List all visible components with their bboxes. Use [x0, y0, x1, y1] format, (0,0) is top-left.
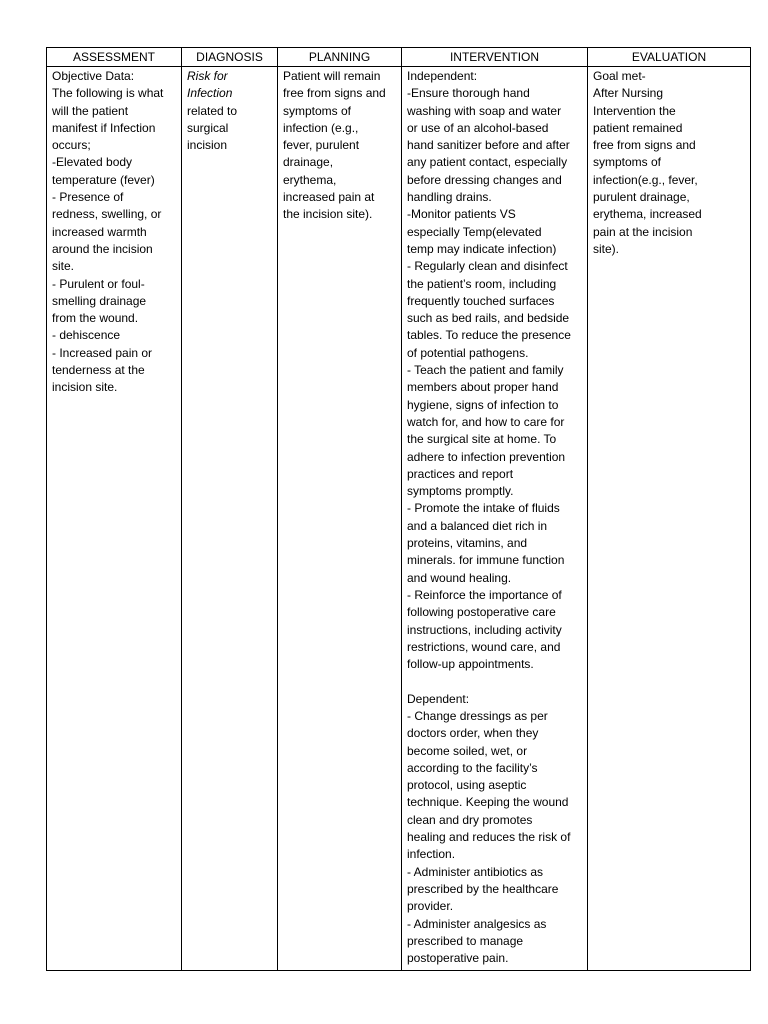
text-line: increased warmth	[52, 224, 147, 239]
text-line: or use of an alcohol-based	[407, 120, 549, 135]
text-line: Goal met-	[593, 69, 646, 83]
text-line: symptoms promptly.	[407, 484, 514, 499]
text-line: - Purulent or foul-	[52, 276, 145, 291]
header-row	[47, 48, 751, 67]
text-line: prescribed by the healthcare	[407, 881, 559, 896]
text-line: erythema,	[283, 172, 337, 187]
text-line: incision	[187, 138, 228, 153]
text-line: - Increased pain or	[52, 345, 153, 360]
text-line: - Reinforce the importance of	[407, 587, 562, 602]
text-line: proteins, vitamins, and	[407, 536, 528, 551]
diagnosis-cell	[182, 67, 278, 971]
text-line: - Administer antibiotics as	[407, 864, 544, 879]
intervention-dependent-lines	[407, 708, 582, 967]
text-line: drainage,	[283, 155, 334, 170]
assessment-lines	[52, 85, 176, 396]
text-line: -Elevated body	[52, 155, 133, 170]
text-line: before dressing changes and	[407, 172, 562, 187]
nursing-care-plan-table	[46, 47, 751, 971]
text-line: technique. Keeping the wound	[407, 795, 569, 810]
text-line: washing with soap and water	[407, 103, 562, 118]
text-line: temp may indicate infection)	[407, 241, 557, 256]
text-line: become soiled, wet, or	[407, 743, 528, 758]
text-line: - dehiscence	[52, 328, 121, 343]
intervention-spacer	[407, 673, 582, 690]
text-line: hand sanitizer before and after	[407, 138, 570, 153]
diagnosis-lines	[187, 103, 272, 155]
text-line: Patient will remain	[283, 69, 381, 83]
text-line: incision site.	[52, 380, 118, 395]
text-line: site).	[593, 241, 620, 256]
text-line: hygiene, signs of infection to	[407, 397, 559, 412]
evaluation-cell	[588, 67, 751, 971]
text-line: - Presence of	[52, 190, 124, 205]
text-line: the incision site).	[283, 207, 373, 222]
text-line: erythema, increased	[593, 207, 702, 222]
intervention-cell	[402, 67, 588, 971]
text-line: smelling drainage	[52, 293, 147, 308]
text-line: handling drains.	[407, 190, 492, 205]
text-line: protocol, using aseptic	[407, 778, 527, 793]
text-line: symptoms of	[283, 103, 352, 118]
text-line: symptoms of	[593, 155, 662, 170]
assessment-heading: Objective Data:	[52, 69, 135, 83]
text-line: infection.	[407, 847, 456, 862]
text-line: -Monitor patients VS	[407, 207, 516, 222]
text-line: following postoperative care	[407, 605, 556, 620]
text-line: - Regularly clean and disinfect	[407, 259, 568, 274]
text-line: provider.	[407, 899, 454, 914]
text-line: especially Temp(elevated	[407, 224, 542, 239]
text-line: practices and report	[407, 466, 514, 481]
content-row	[47, 67, 751, 971]
text-line: watch for, and how to care for	[407, 414, 565, 429]
intervention-independent-lines	[407, 85, 582, 673]
text-line: prescribed to manage	[407, 933, 524, 948]
text-line: related to	[187, 103, 238, 118]
text-line: -Ensure thorough hand	[407, 86, 530, 101]
text-line: follow-up appointments.	[407, 657, 534, 672]
text-line: - Promote the intake of fluids	[407, 501, 560, 516]
assessment-cell	[47, 67, 182, 971]
text-line: The following is what	[52, 86, 164, 101]
text-line: minerals. for immune function	[407, 553, 565, 568]
planning-lines	[283, 68, 396, 224]
header-diagnosis: DIAGNOSIS	[182, 48, 278, 67]
text-line: any patient contact, especially	[407, 155, 568, 170]
evaluation-lines	[593, 68, 745, 258]
text-line: adhere to infection prevention	[407, 449, 566, 464]
planning-cell	[278, 67, 402, 971]
header-evaluation: EVALUATION	[588, 48, 751, 67]
text-line: doctors order, when they	[407, 726, 539, 741]
text-line: patient remained	[593, 120, 683, 135]
text-line: of potential pathogens.	[407, 345, 529, 360]
text-line: restrictions, wound care, and	[407, 639, 561, 654]
text-line: pain at the incision	[593, 224, 693, 239]
header-planning: PLANNING	[278, 48, 402, 67]
text-line: manifest if Infection	[52, 120, 156, 135]
diagnosis-title	[187, 68, 272, 103]
text-line: clean and dry promotes	[407, 812, 533, 827]
text-line: site.	[52, 259, 75, 274]
header-intervention: INTERVENTION	[402, 48, 588, 67]
text-line: tenderness at the	[52, 363, 145, 378]
text-line: healing and reduces the risk of	[407, 830, 571, 845]
text-line: members about proper hand	[407, 380, 559, 395]
text-line: such as bed rails, and bedside	[407, 311, 570, 326]
text-line: free from signs and	[593, 138, 696, 153]
text-line: and a balanced diet rich in	[407, 518, 548, 533]
text-line: After Nursing	[593, 86, 664, 101]
text-line: - Teach the patient and family	[407, 363, 564, 378]
header-assessment: ASSESSMENT	[47, 48, 182, 67]
text-line: postoperative pain.	[407, 951, 509, 966]
text-line: - Change dressings as per	[407, 708, 548, 723]
text-line: infection (e.g.,	[283, 120, 359, 135]
text-line: occurs;	[52, 138, 91, 153]
intervention-independent-heading: Independent:	[407, 69, 478, 83]
text-line: and wound healing.	[407, 570, 512, 585]
text-line: temperature (fever)	[52, 172, 155, 187]
text-line: surgical	[187, 120, 229, 135]
text-line: redness, swelling, or	[52, 207, 162, 222]
intervention-dependent-heading: Dependent:	[407, 691, 470, 706]
text-line: around the incision	[52, 241, 153, 256]
text-line: - Administer analgesics as	[407, 916, 547, 931]
text-line: Risk for	[187, 69, 228, 83]
text-line: infection(e.g., fever,	[593, 172, 698, 187]
text-line: instructions, including activity	[407, 622, 562, 637]
text-line: the patient’s room, including	[407, 276, 557, 291]
text-line: increased pain at	[283, 190, 375, 205]
text-line: Intervention the	[593, 103, 676, 118]
text-line: purulent drainage,	[593, 190, 690, 205]
text-line: will the patient	[52, 103, 129, 118]
text-line: frequently touched surfaces	[407, 293, 555, 308]
text-line: free from signs and	[283, 86, 386, 101]
text-line: fever, purulent	[283, 138, 360, 153]
text-line: from the wound.	[52, 311, 139, 326]
text-line: according to the facility’s	[407, 760, 538, 775]
text-line: the surgical site at home. To	[407, 432, 557, 447]
text-line: Infection	[187, 86, 233, 101]
text-line: tables. To reduce the presence	[407, 328, 571, 343]
